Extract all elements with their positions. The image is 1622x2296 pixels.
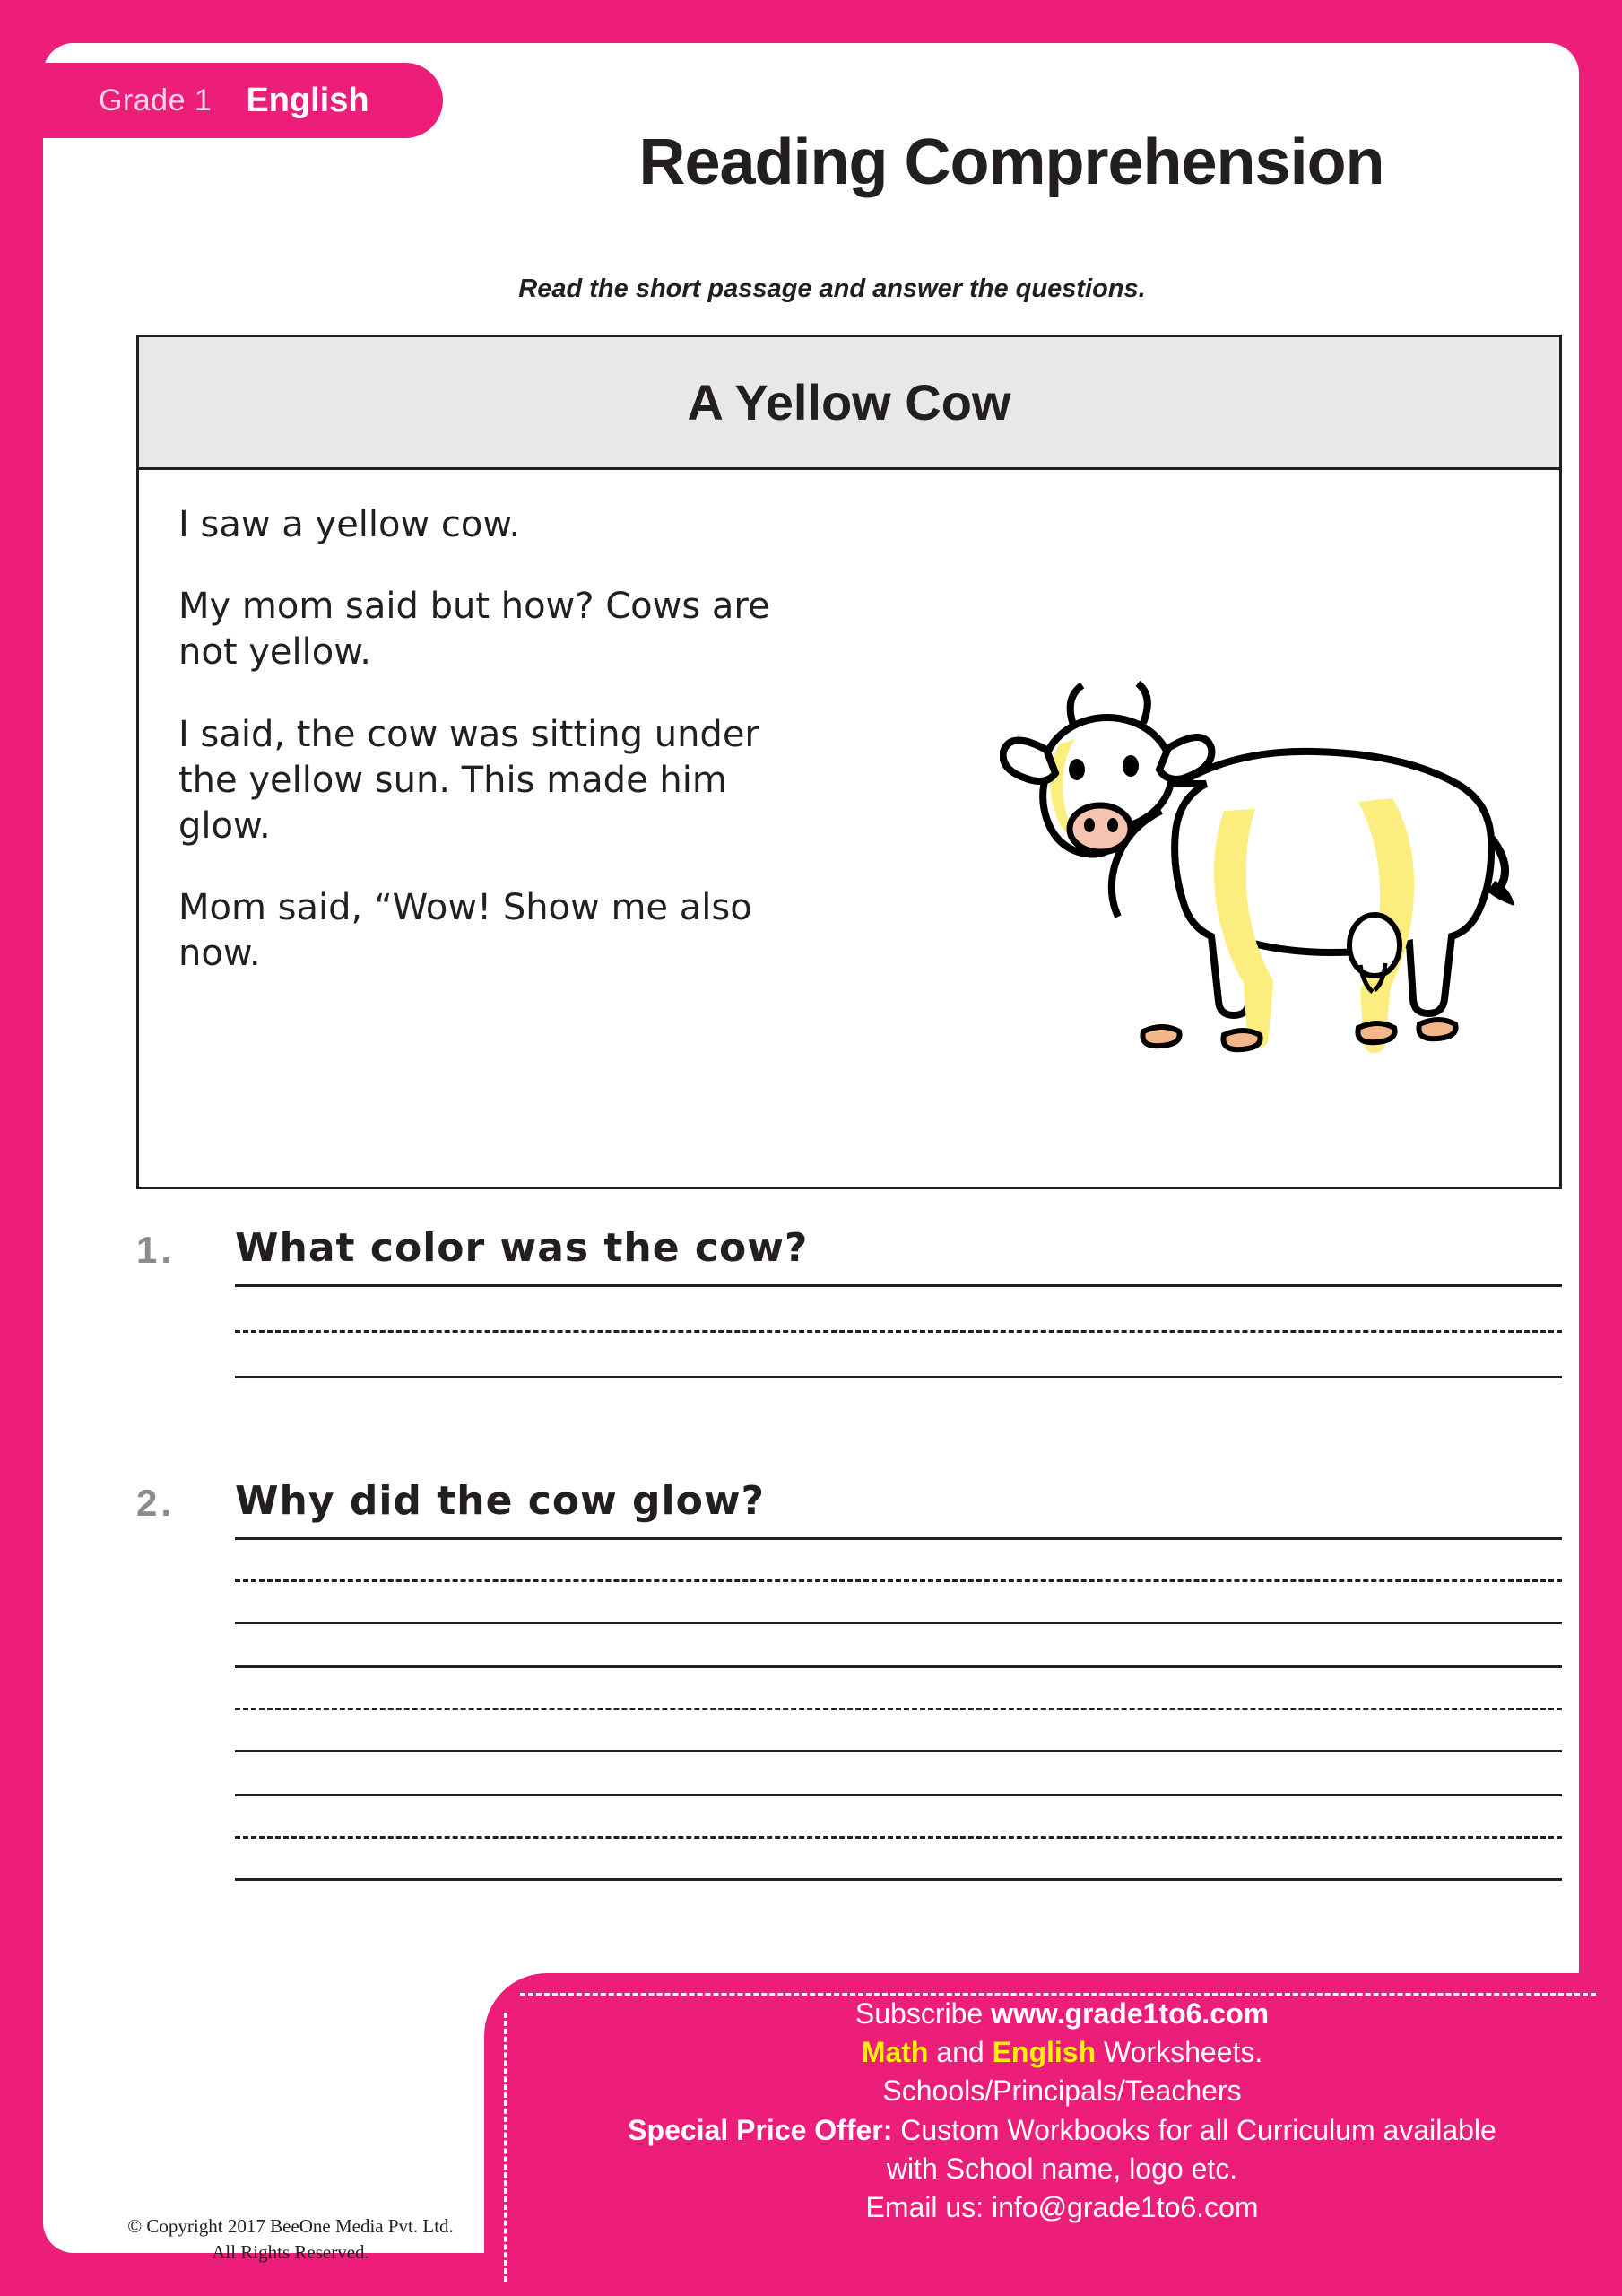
question-text: What color was the cow? [235, 1225, 809, 1271]
math-label: Math [861, 2036, 929, 2069]
promo-footer [484, 1973, 1622, 2296]
answer-line-solid[interactable] [235, 1878, 1562, 1881]
subscribe-prefix: Subscribe [854, 1997, 992, 2030]
dashed-edge-left [504, 2013, 540, 2282]
website-link[interactable]: www.grade1to6.com [991, 1997, 1270, 2030]
answer-line-solid[interactable] [235, 1376, 1562, 1378]
passage-paragraph: I saw a yellow cow. [178, 504, 521, 545]
and-label: and [928, 2036, 993, 2069]
offer-label: Special Price Offer: [628, 2113, 893, 2146]
copyright-notice [93, 2213, 488, 2266]
answer-line-solid[interactable] [235, 1622, 1562, 1624]
worksheet-page [43, 43, 1579, 2264]
passage-paragraph: My mom said but how? Cows are not yellow. [178, 586, 770, 674]
answer-line-solid[interactable] [235, 1794, 1562, 1796]
answer-line-dashed[interactable] [235, 1579, 1562, 1582]
english-label: English [992, 2036, 1097, 2069]
answer-line-dashed[interactable] [235, 1330, 1562, 1333]
offer-line [484, 2111, 1622, 2150]
answer-line-dashed[interactable] [235, 1708, 1562, 1710]
answer-line-solid[interactable] [235, 1537, 1562, 1540]
offer-text: Custom Workbooks for all Curriculum available [892, 2113, 1496, 2146]
instructions-text: Read the short passage and answer the questions. [518, 274, 1146, 303]
grade-label: Grade 1 [99, 83, 213, 117]
answer-line-solid[interactable] [235, 1665, 1562, 1668]
answer-lines[interactable] [235, 1284, 1562, 1378]
grade-subject-badge [43, 63, 443, 138]
question-1 [136, 1225, 1562, 1422]
question-text: Why did the cow glow? [235, 1478, 766, 1524]
subjects-line [484, 2033, 1622, 2072]
passage-title: A Yellow Cow [687, 374, 1011, 430]
answer-line-solid[interactable] [235, 1750, 1562, 1752]
subject-label: English [246, 81, 369, 119]
audience-line: Schools/Principals/Teachers [882, 2074, 1242, 2108]
passage-paragraph: Mom said, “Wow! Show me also now. [178, 887, 752, 975]
offer-line-2: with School name, logo etc. [886, 2152, 1238, 2185]
answer-lines[interactable] [235, 1537, 1562, 1881]
question-number: 2. [136, 1482, 176, 1524]
worksheets-label: Worksheets. [1096, 2036, 1263, 2069]
passage-box [136, 335, 1562, 1189]
passage-paragraph: I said, the cow was sitting under the yellow sun. This made him glow. [178, 713, 759, 847]
passage-header [139, 337, 1559, 470]
copyright-line-2: All Rights Reserved. [212, 2241, 369, 2264]
question-2 [136, 1478, 1562, 1922]
answer-line-solid[interactable] [235, 1284, 1562, 1287]
passage-body [139, 470, 1559, 1187]
question-number: 1. [136, 1229, 176, 1271]
page-title: Reading Comprehension [638, 126, 1384, 198]
yellow-cow-illustration [1000, 676, 1538, 1089]
subscribe-line [484, 1995, 1622, 2033]
answer-line-dashed[interactable] [235, 1836, 1562, 1839]
email-line[interactable]: Email us: info@grade1to6.com [865, 2190, 1259, 2223]
dashed-edge-top [520, 1993, 1596, 1996]
copyright-line-1: © Copyright 2017 BeeOne Media Pvt. Ltd. [127, 2215, 454, 2237]
